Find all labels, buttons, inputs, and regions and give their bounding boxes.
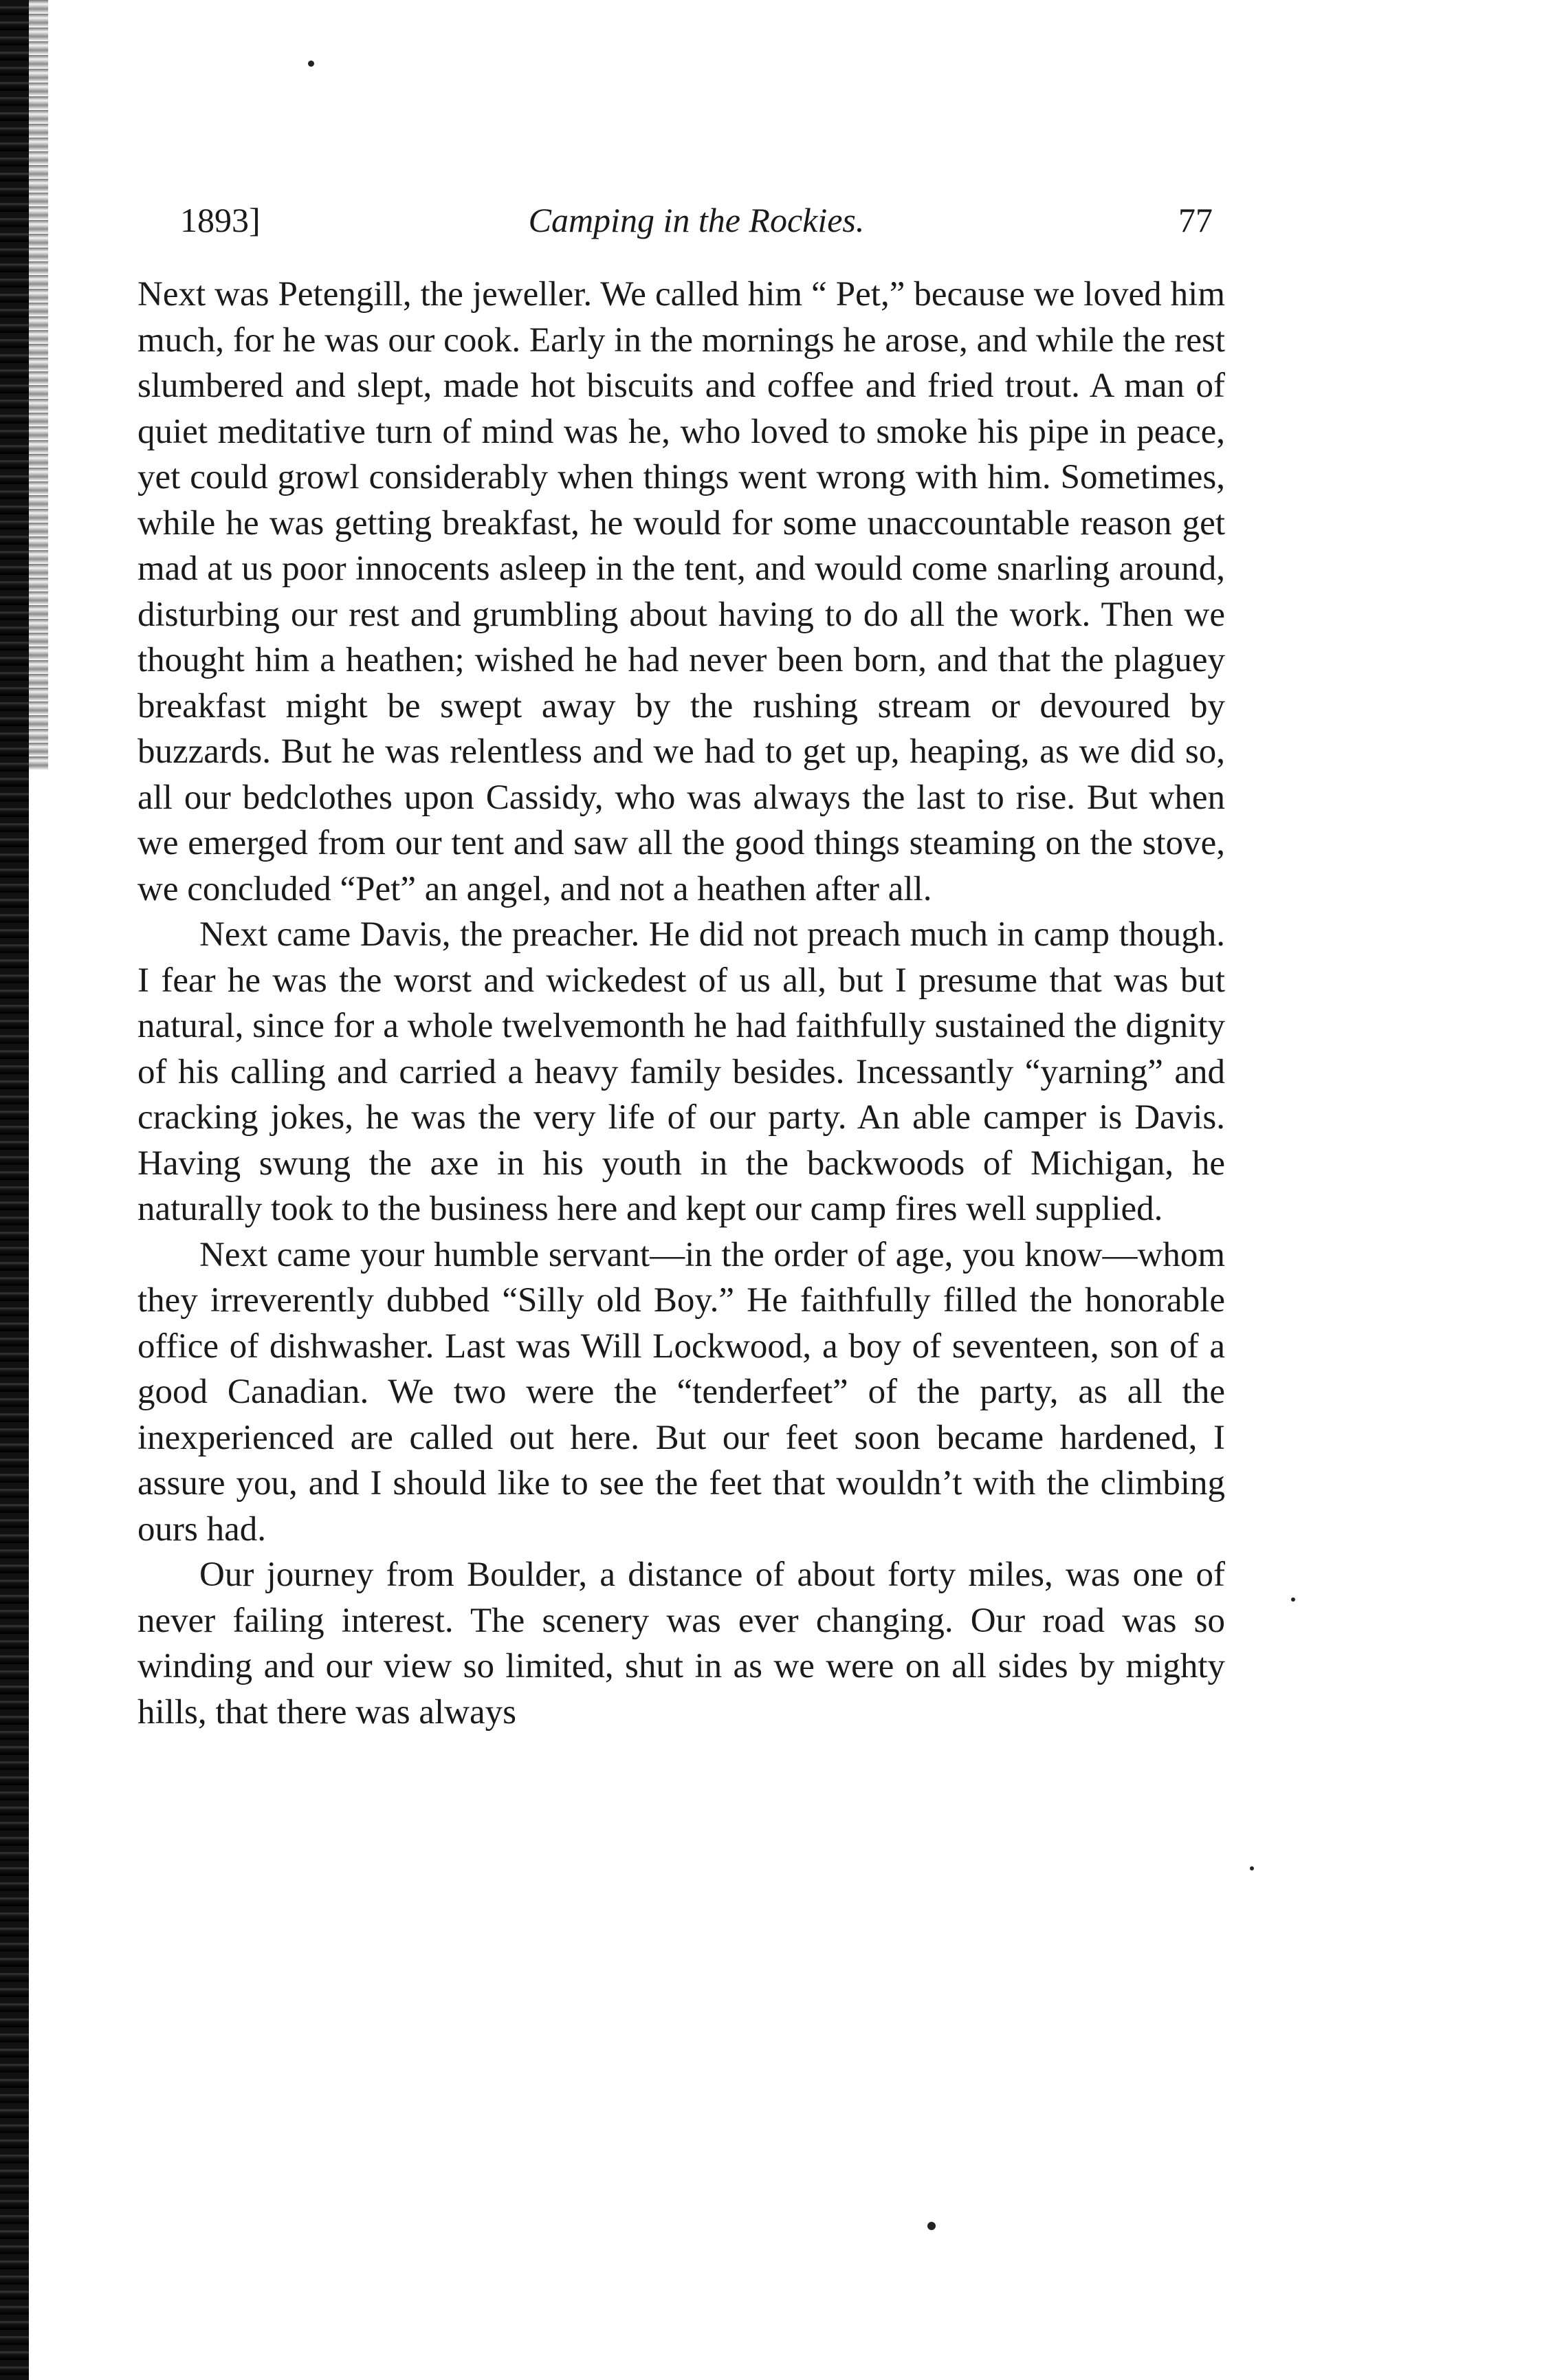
header-title: Camping in the Rockies.	[528, 201, 865, 239]
ink-speck	[1291, 1597, 1295, 1602]
paragraph-journey: Our journey from Boulder, a distance of about forty miles, was one of never failing interest. The scenery was ever changing. Our road was so winding and our view so limited, shut in as we were on all sides by mighty hills, that there was always	[137, 1555, 1225, 1732]
ink-speck	[308, 61, 314, 67]
paragraph-humble-servant: Next came your humble servant—in the order of age, you know—whom they irreverently dubbed “Silly old Boy.” He faithfully filled the honorable office of dishwasher. Last was Will Lockwood, a boy of seventeen, son of a good Canadian. We two were the “tenderfeet” of the party, as all the inexperienced are called out here. But our feet soon became hardened, I assure you, and I should like to see the feet that wouldn’t with the climbing ours had.	[137, 1235, 1225, 1549]
header-year: 1893]	[180, 201, 261, 239]
running-header	[180, 196, 1213, 244]
binding-edge	[0, 0, 29, 2380]
ink-speck	[927, 2222, 936, 2230]
body-text	[137, 272, 1225, 1735]
ink-speck	[1250, 1866, 1254, 1870]
paragraph-davis: Next came Davis, the preacher. He did not preach much in camp though. I fear he was the worst and wickedest of us all, but I presume that was but natural, since for a whole twelvemonth he had faithfully sustained the dignity of his calling and carried a heavy family besides. Incessantly “yarning” and cracking jokes, he was the very life of our party. An able camper is Davis. Having swung the axe in his youth in the backwoods of Michigan, he naturally took to the business here and kept our camp fires well supplied.	[137, 915, 1225, 1228]
paragraph-petengill: Next was Petengill, the jeweller. We called him “ Pet,” because we loved him much, for he was our cook. Early in the mornings he arose, and while the rest slumbered and slept, made hot biscuits and coffee and fried trout. A man of quiet meditative turn of mind was he, who loved to smoke his pipe in peace, yet could growl considerably when things went wrong with him. Sometimes, while he was getting breakfast, he would for some unaccountable reason get mad at us poor innocents asleep in the tent, and would come snarling around, disturbing our rest and grumbling about having to do all the work. Then we thought him a heathen; wished he had never been born, and that the plaguey breakfast might be swept away by the rushing stream or devoured by buzzards. But he was relentless and we had to get up, heaping, as we did so, all our bedclothes upon Cassidy, who was always the last to rise. But when we emerged from our tent and saw all the good things steaming on the stove, we concluded “Pet” an angel, and not a heathen after all.	[137, 275, 1225, 908]
page-number: 77	[1178, 201, 1213, 239]
